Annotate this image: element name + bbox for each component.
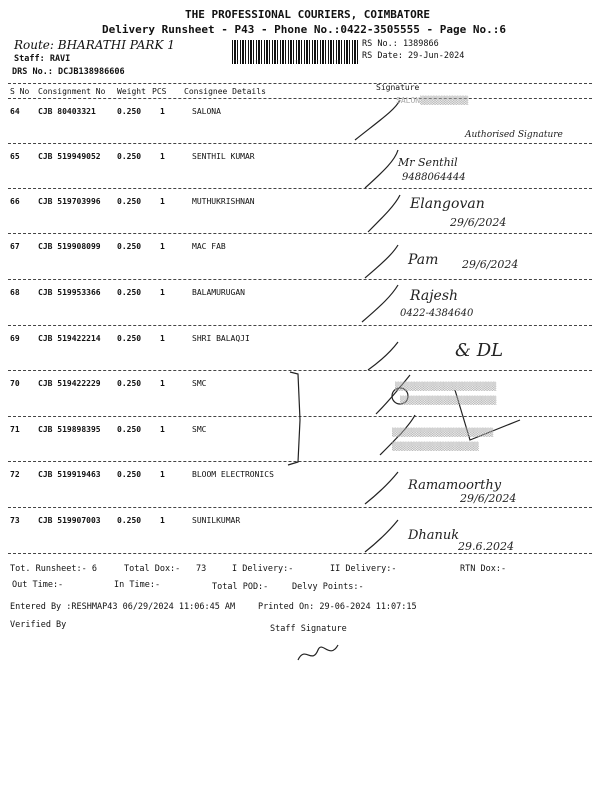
row-pcs: 1 — [160, 107, 165, 116]
row-consignment: CJB 519919463 — [38, 470, 101, 479]
tot-runsheet: Tot. Runsheet:- 6 — [10, 564, 97, 574]
row-sno: 67 — [10, 242, 20, 251]
signature-stroke — [368, 195, 400, 232]
handwritten-note: 29/6/2024 — [450, 216, 507, 229]
handwritten-note: Dhanuk — [408, 528, 460, 543]
row-sno: 70 — [10, 379, 20, 388]
handwritten-note: Rajesh — [410, 288, 459, 304]
row-weight: 0.250 — [117, 242, 142, 251]
signature-stroke — [365, 150, 398, 188]
col-header-signature: Signature — [376, 83, 420, 92]
total-pod: Total POD:- — [212, 582, 269, 592]
row-sno: 73 — [10, 516, 20, 525]
handwritten-note: 0422-4384640 — [400, 308, 474, 319]
row-consignment: CJB 519422229 — [38, 379, 101, 388]
row-sno: 72 — [10, 470, 20, 479]
row-consignee: SALONA — [192, 107, 221, 116]
signature-stroke — [365, 245, 398, 278]
rs-number: RS No.: 1389866 — [362, 39, 439, 49]
col-header-pcs: PCS — [152, 87, 167, 96]
staff-signature-label: Staff Signature — [270, 624, 347, 634]
delvy-points: Delvy Points:- — [292, 582, 364, 592]
staff-label: Staff: RAVI — [14, 54, 71, 64]
handwritten-note: 9488064444 — [402, 172, 466, 183]
row-sno: 64 — [10, 107, 20, 116]
row-pcs: 1 — [160, 242, 165, 251]
total-dox-label: Total Dox:- — [124, 564, 181, 574]
out-time: Out Time:- — [12, 580, 64, 590]
rs-date: RS Date: 29-Jun-2024 — [362, 51, 465, 61]
row-consignment: CJB 519907003 — [38, 516, 101, 525]
row-consignee: SENTHIL KUMAR — [192, 152, 255, 161]
row-sno: 69 — [10, 334, 20, 343]
row-consignee: MUTHUKRISHNAN — [192, 197, 255, 206]
printed-on: Printed On: 29-06-2024 11:07:15 — [258, 602, 417, 612]
row-pcs: 1 — [160, 425, 165, 434]
row-sno: 65 — [10, 152, 20, 161]
bracket-stroke — [288, 372, 300, 465]
row-weight: 0.250 — [117, 334, 142, 343]
handwritten-note: 29.6.2024 — [458, 540, 514, 553]
stamp-mark: ▒▒▒▒▒▒▒▒▒▒▒▒▒▒▒▒▒▒▒▒▒ — [392, 428, 494, 437]
row-consignee: SMC — [192, 379, 207, 388]
signature-stroke — [376, 375, 410, 414]
row-consignment: CJB 519949052 — [38, 152, 101, 161]
row-consignee: BALAMURUGAN — [192, 288, 245, 297]
stamp-mark: ▒▒▒▒▒▒▒▒▒▒▒▒▒▒▒▒▒▒ — [392, 442, 479, 451]
verified-by: Verified By — [10, 620, 67, 630]
entered-by: Entered By :RESHMAP43 06/29/2024 11:06:45 AM — [10, 602, 236, 612]
handwritten-note: 29/6/2024 — [460, 492, 517, 505]
signature-stroke — [362, 285, 398, 322]
route-label: Route: BHARATHI PARK 1 — [14, 38, 175, 52]
stamp-mark: ▒▒▒▒▒▒▒▒▒▒▒▒▒▒▒▒▒▒▒▒▒ — [395, 382, 497, 391]
row-pcs: 1 — [160, 288, 165, 297]
col-header-weight: Weight — [117, 87, 146, 96]
row-weight: 0.250 — [117, 107, 142, 116]
row-pcs: 1 — [160, 470, 165, 479]
row-weight: 0.250 — [117, 197, 142, 206]
handwritten-note: & DL — [455, 340, 504, 361]
row-consignee: SUNILKUMAR — [192, 516, 241, 525]
row-weight: 0.250 — [117, 470, 142, 479]
handwritten-note: Elangovan — [410, 196, 485, 212]
signature-stroke — [365, 472, 398, 504]
handwritten-note: Authorised Signature — [465, 130, 563, 140]
stamp-mark: ▒▒▒▒▒▒▒▒▒▒▒▒▒▒▒▒▒▒▒▒ — [400, 396, 497, 405]
i-delivery: I Delivery:- — [232, 564, 294, 574]
row-pcs: 1 — [160, 152, 165, 161]
row-consignee: BLOOM ELECTRONICS — [192, 470, 274, 479]
signature-stroke — [365, 520, 398, 552]
row-pcs: 1 — [160, 197, 165, 206]
handwritten-note: Pam — [408, 252, 439, 268]
handwritten-note: Ramamoorthy — [408, 478, 502, 493]
stamp-mark: SALON▒▒▒▒▒▒▒▒▒▒ — [396, 96, 469, 105]
row-consignment: CJB 519703996 — [38, 197, 101, 206]
row-weight: 0.250 — [117, 379, 142, 388]
row-consignment: CJB 519898395 — [38, 425, 101, 434]
signature-stroke — [355, 100, 400, 140]
row-pcs: 1 — [160, 334, 165, 343]
row-weight: 0.250 — [117, 288, 142, 297]
row-consignment: CJB 519422214 — [38, 334, 101, 343]
row-weight: 0.250 — [117, 425, 142, 434]
col-header-sno: S No — [10, 87, 30, 96]
company-title: THE PROFESSIONAL COURIERS, COIMBATORE — [185, 8, 431, 21]
row-weight: 0.250 — [117, 516, 142, 525]
total-dox-value: 73 — [196, 564, 207, 574]
row-sno: 66 — [10, 197, 20, 206]
signature-stroke — [368, 342, 398, 370]
row-pcs: 1 — [160, 516, 165, 525]
drs-number: DRS No.: DCJB138986606 — [12, 67, 125, 77]
row-consignment: CJB 519953366 — [38, 288, 101, 297]
runsheet-subtitle: Delivery Runsheet - P43 - Phone No.:0422-3505555 - Page No.:6 — [102, 23, 506, 36]
row-consignee: SMC — [192, 425, 207, 434]
row-consignee: MAC FAB — [192, 242, 226, 251]
ii-delivery: II Delivery:- — [330, 564, 397, 574]
row-consignee: SHRI BALAQJI — [192, 334, 250, 343]
row-sno: 71 — [10, 425, 20, 434]
row-sno: 68 — [10, 288, 20, 297]
staff-signature: NM — [300, 664, 318, 674]
col-header-consignee: Consignee Details — [184, 87, 266, 96]
row-weight: 0.250 — [117, 152, 142, 161]
rtn-dox: RTN Dox:- — [460, 564, 507, 574]
handwritten-note: 29/6/2024 — [462, 258, 519, 271]
row-consignment: CJB 80403321 — [38, 107, 96, 116]
row-consignment: CJB 519908099 — [38, 242, 101, 251]
staff-signature-stroke — [298, 645, 338, 660]
handwritten-note: Mr Senthil — [398, 156, 458, 169]
in-time: In Time:- — [114, 580, 161, 590]
col-header-consignment: Consignment No — [38, 87, 106, 96]
row-pcs: 1 — [160, 379, 165, 388]
